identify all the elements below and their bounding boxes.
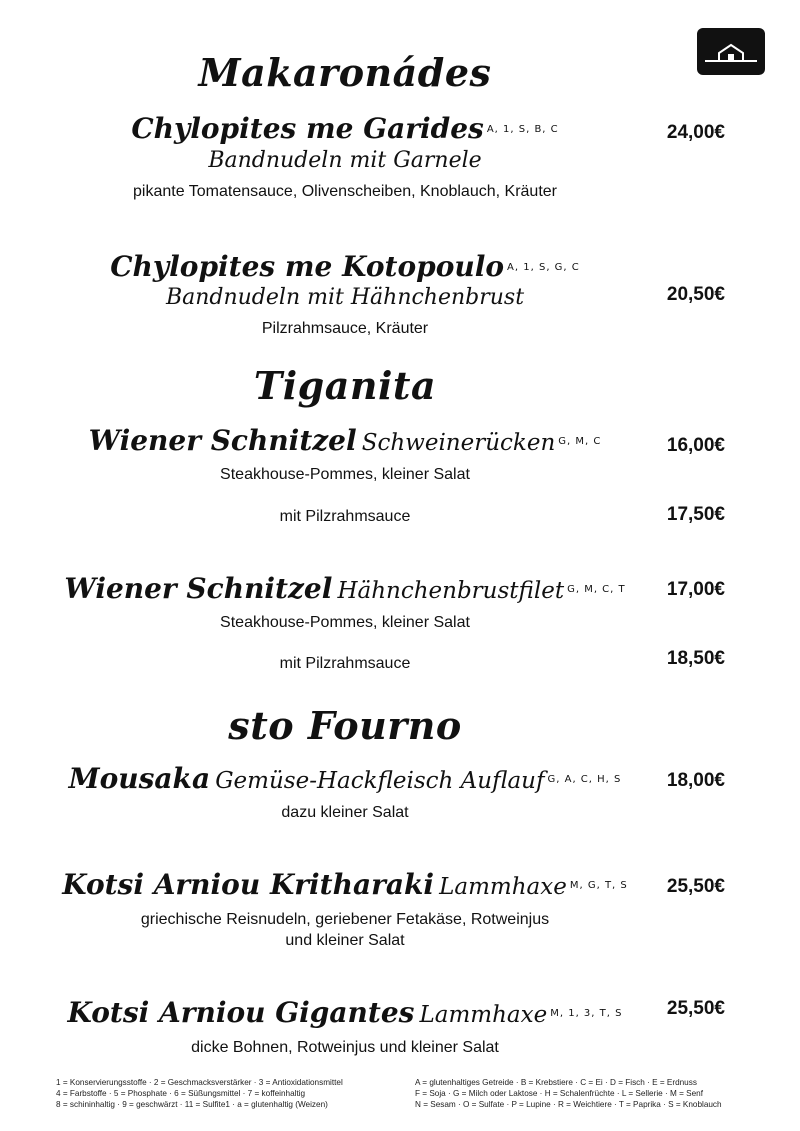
dish-price: 25,50€ [666, 876, 725, 897]
dish-price: 25,50€ [666, 998, 725, 1019]
dish-title: Chylopites me Kotopoulo [110, 250, 505, 283]
dish-option: mit Pilzrahmsauce [279, 508, 411, 525]
section-title-makaronades: Makaronádes [198, 50, 492, 95]
dish-description: griechische Reisnudeln, geriebener Fetakäse, Rotweinjus [140, 911, 550, 928]
dish-name [0, 996, 690, 1029]
dish-price: 20,50€ [666, 284, 725, 305]
allergen-codes: G, M, C, T [567, 583, 626, 595]
dish-title: Kotsi Arniou Kritharaki [62, 868, 435, 901]
dish-description: Steakhouse-Pommes, kleiner Salat [220, 466, 470, 483]
dish-name [0, 424, 690, 457]
dish-price: 18,00€ [666, 770, 725, 791]
footnote-line: 1 = Konservierungsstoffe · 2 = Geschmacksverstärker · 3 = Antioxidationsmittel [56, 1078, 343, 1087]
dish-description-line2: und kleiner Salat [285, 932, 405, 949]
dish-name [0, 250, 690, 283]
dish-name-german: Gemüse-Hackfleisch Auflauf [215, 768, 545, 794]
dish-price: 16,00€ [666, 435, 725, 456]
dish-description: pikante Tomatensauce, Olivenscheiben, Knoblauch, Kräuter [133, 183, 557, 200]
allergen-codes: A, 1, S, G, C [507, 261, 580, 273]
footnote-line: 4 = Farbstoffe · 5 = Phosphate · 6 = Süßungsmittel · 7 = koffeinhaltig [56, 1089, 306, 1098]
allergen-codes: G, A, C, H, S [547, 773, 622, 785]
dish-option-price: 18,50€ [666, 648, 725, 669]
dish-name [0, 762, 690, 795]
dish-title: Mousaka [68, 762, 211, 795]
footnote-additives [56, 1077, 343, 1110]
dish-name [0, 868, 690, 901]
dish-subtitle: Bandnudeln mit Garnele [208, 148, 482, 173]
footnote-allergens [415, 1077, 722, 1110]
dish-title: Wiener Schnitzel [88, 424, 357, 457]
section-title-tiganita: Tiganita [253, 363, 437, 408]
dish-title: Chylopites me Garides [131, 112, 484, 145]
dish-description: dicke Bohnen, Rotweinjus und kleiner Salat [191, 1039, 499, 1056]
allergen-codes: M, G, T, S [569, 879, 628, 891]
house-logo-icon [697, 28, 765, 75]
dish-description: Steakhouse-Pommes, kleiner Salat [220, 614, 470, 631]
dish-name-german: Lammhaxe [439, 874, 567, 900]
dish-price: 24,00€ [666, 122, 725, 143]
allergen-codes: M, 1, 3, T, S [550, 1007, 623, 1019]
dish-name [0, 112, 690, 145]
dish-subtitle: Bandnudeln mit Hähnchenbrust [165, 285, 525, 310]
dish-option: mit Pilzrahmsauce [279, 655, 411, 672]
dish-title: Wiener Schnitzel [64, 572, 333, 605]
footnote-line: N = Sesam · O = Sulfate · P = Lupine · R = Weichtiere · T = Paprika · S = Knoblauch [415, 1100, 722, 1109]
footnote-line: 8 = schininhaltig · 9 = geschwärzt · 11 = Sulfite1 · a = glutenhaltig (Weizen) [56, 1100, 328, 1109]
dish-option-price: 17,50€ [666, 504, 725, 525]
dish-name-german: Schweinerücken [361, 430, 556, 456]
section-title-sto-fourno: sto Fourno [228, 703, 462, 748]
dish-name-german: Hähnchenbrustfilet [337, 578, 565, 604]
allergen-codes: G, M, C [558, 435, 602, 447]
dish-price: 17,00€ [666, 579, 725, 600]
dish-name-german: Lammhaxe [419, 1002, 548, 1028]
dish-name [0, 572, 690, 605]
dish-description: dazu kleiner Salat [281, 804, 409, 821]
dish-description: Pilzrahmsauce, Kräuter [261, 320, 429, 337]
footnote-line: A = glutenhaltiges Getreide · B = Krebstiere · C = Ei · D = Fisch · E = Erdnuss [415, 1078, 697, 1087]
footnote-line: F = Soja · G = Milch oder Laktose · H = Schalenfrüchte · L = Sellerie · M = Senf [415, 1089, 703, 1098]
dish-title: Kotsi Arniou Gigantes [67, 996, 415, 1029]
allergen-codes: A, 1, S, B, C [486, 123, 559, 135]
